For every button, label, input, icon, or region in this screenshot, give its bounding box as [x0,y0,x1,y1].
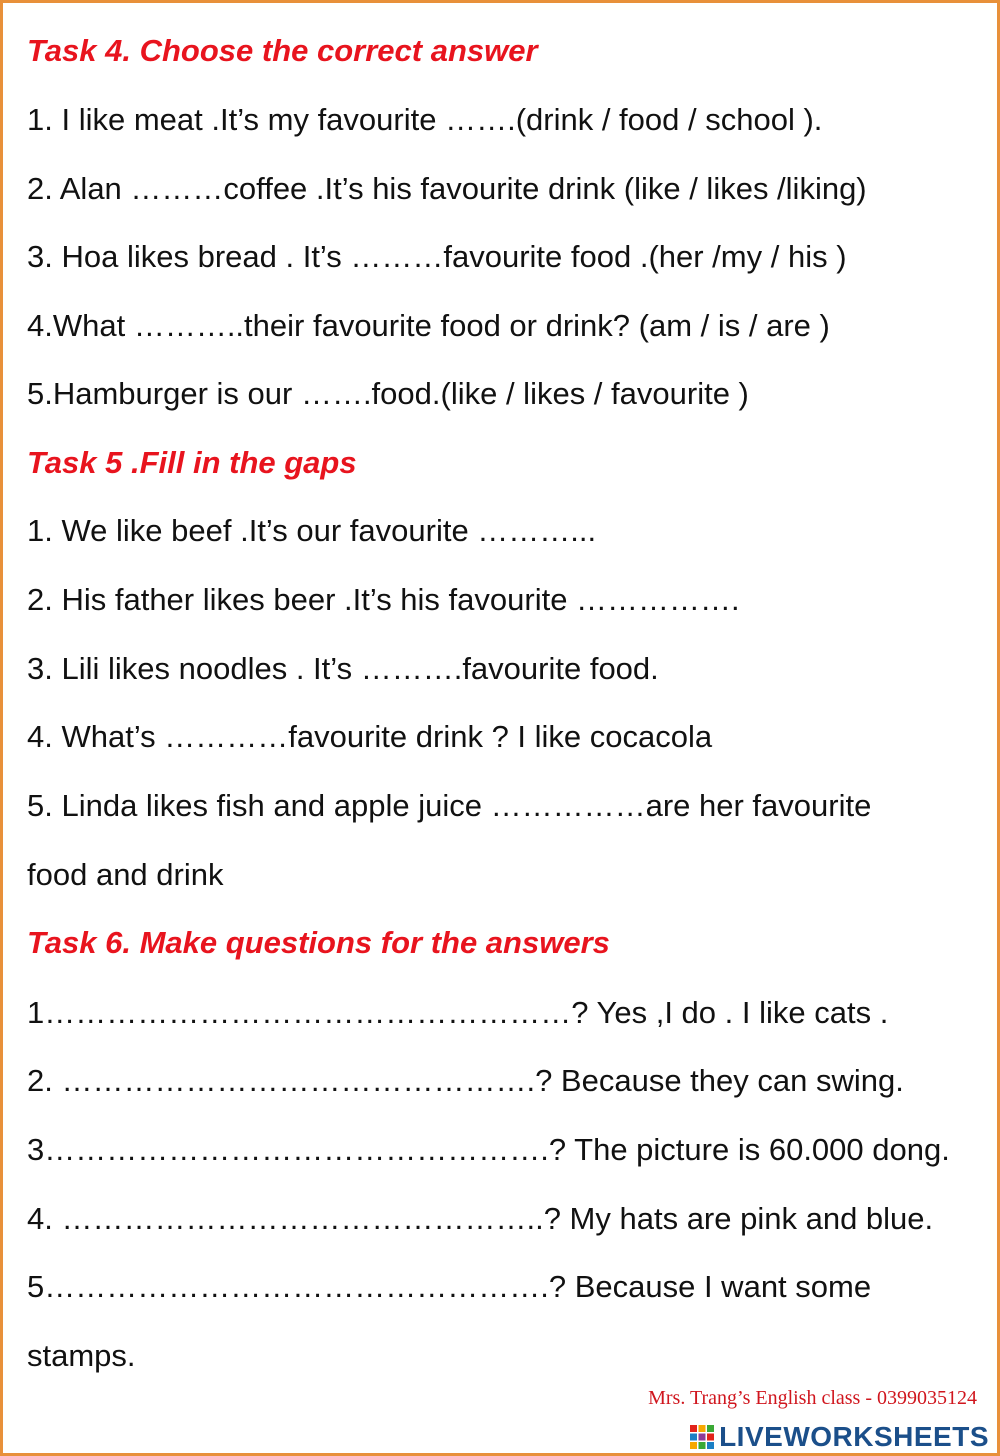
task5-heading: Task 5 .Fill in the gaps [27,445,357,480]
task5-item-5: 5. Linda likes fish and apple juice ……………are her favourite [27,788,872,823]
liveworksheets-logo-icon [689,1424,715,1450]
author-credit: Mrs. Trang’s English class - 0399035124 [648,1387,977,1409]
task6-heading: Task 6. Make questions for the answers [27,925,610,960]
task4-item-5: 5.Hamburger is our …….food.(like / likes / favourite ) [27,376,749,411]
task6-item-2: 2. ……………………………………….? Because they can swing. [27,1063,904,1098]
task4-heading: Task 4. Choose the correct answer [27,33,538,68]
task6-item-5-continued: stamps. [27,1338,136,1373]
task5-item-2: 2. His father likes beer .It’s his favourite ……………. [27,582,740,617]
task5-item-1: 1. We like beef .It’s our favourite ………... [27,513,597,548]
task6-item-5: 5………………………………………….? Because I want some [27,1269,872,1304]
task4-item-2: 2. Alan ………coffee .It’s his favourite drink (like / likes /liking) [27,171,867,206]
task5-item-3: 3. Lili likes noodles . It’s ……….favourite food. [27,651,659,686]
task6-item-4: 4. ………………………………………..? My hats are pink and blue. [27,1201,934,1236]
liveworksheets-brand[interactable] [689,1421,989,1453]
liveworksheets-wordmark: LIVEWORKSHEETS [719,1421,989,1452]
task6-item-1: 1……………………………………………? Yes ,I do . I like cats . [27,995,889,1030]
task4-item-4: 4.What ………..their favourite food or drink? (am / is / are ) [27,308,830,343]
task4-item-3: 3. Hoa likes bread . It’s ………favourite food .(her /my / his ) [27,239,847,274]
task5-item-5-continued: food and drink [27,857,224,892]
task4-item-1: 1. I like meat .It’s my favourite …….(drink / food / school ). [27,102,823,137]
task5-item-4: 4. What’s …………favourite drink ? I like cocacola [27,719,713,754]
task6-item-3: 3………………………………………….? The picture is 60.000 dong. [27,1132,950,1167]
